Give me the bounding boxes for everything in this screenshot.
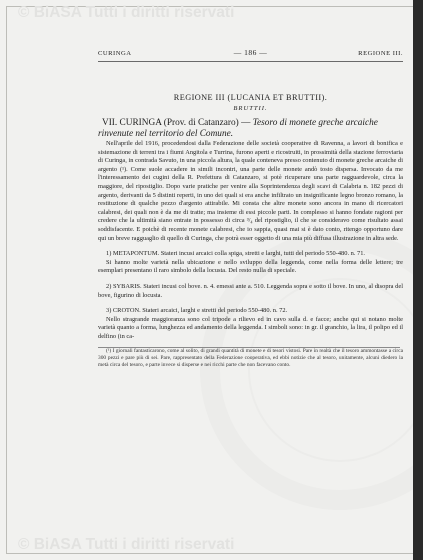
document-page — [98, 48, 403, 520]
watermark-bottom: © BiASA Tutti i diritti riservati — [18, 536, 235, 553]
page-number: — 186 — — [233, 48, 268, 57]
header-left: CURINGA — [98, 50, 132, 57]
header-right: REGIONE III. — [358, 50, 403, 57]
section-heading: REGIONE III (LUCANIA ET BRUTTII). — [173, 93, 328, 102]
list-item: 2) SYBARIS. Stateri incusi col bove. n. 4. emessi ante a. 510. Leggenda sopra e sotto il bove. In uno, al disopra del bove, figurino di locusta. — [98, 282, 403, 299]
header-rule — [98, 61, 403, 62]
list-item: Si hanno molte varietà nella ubicazione e nello sviluppo della leggenda, come nella forma delle lettere; tre esemplari presentano il raro simbolo della locusta. Del resto nulla di speciale. — [98, 258, 403, 275]
scan-edge-shadow — [413, 0, 423, 560]
article-title-label: VII. CURINGA (Prov. di Catanzaro) — — [102, 118, 251, 128]
watermark-top: © BiASA Tutti i diritti riservati — [18, 4, 235, 21]
paragraph: Nell'aprile del 1916, procedendosi dalla Federazione delle società cooperative di Ravenna, a lavori di bonifica e sistemazione di terreni tra i fiumi Angitola e Turrina, furono aperti e ricostruiti, in prossimità della stazione ferroviaria di Curinga, in contrada Savuto, in una piccola altura, la quale conteneva presso contenuto di monete greche arcaiche di argento (¹). Come suole accadere in simili incontri, una parte delle monete andò tosto dispersa. Invocato da me l'interessamento dei cugini della R. Prefettura di Catanzaro, si potè ricuperare una parte ragguardevole, circa la maggiore, del ripostiglio. Dopo varie pratiche per venire alla Soprintendenza degli scavi di Calabria n. 182 pezzi di argento, derivanti da 5 distinti reperti, in uno dei quali si era anche infiltrato un insignificante legno bronzo romano, la restituzione di qualche pezzo d'argento attirabile. Mi consta che altre monete sono ancora in mano di ricercatori calabresi, dei quali non è da me di tratte; ma insieme di essi piccole parti. In complesso si hanno fondate ragioni per credere che la ultimità siano entrate in possesso di circa ³/₄ del ripostiglio, il che se consideravo come risultato assai soddisfacente. E poichè di recente monete calabresi, che io sappia, quasi mai si è dato conto, ritengo opportuno dare qui un breve ragguaglio di quello di Curinga, che potrà esser oggetto di una mia più diffusa illustrazione in altra sede. — [98, 140, 403, 242]
section-subheading: BRUTTII. — [233, 105, 268, 112]
article-title — [98, 118, 403, 140]
list-item: Nello stragrande maggioranza sono col tripode a rilievo ed in cavo sulla d. e facce; anche qui si notano molte varietà quanto a forma, lunghezza ed andamento della leggenda. I simboli sono: in gr. il granchio, la lira, il polipo ed il delfino (in ca- — [98, 315, 403, 340]
article-title-italic: Tesoro di monete greche arcaiche rinvenute nel territorio del Comune. — [98, 118, 378, 139]
list-item: 1) METAPONTUM. Stateri incusi arcaici colla spiga, stretti e larghi, tutti del periodo 550-480. n. 71. — [106, 250, 366, 258]
running-header — [98, 48, 403, 60]
footnote: (¹) I giornali fantasticarono, come al solito, di grandi quantità di monete e di tesori vistosi. Pare in realtà che il tesoro ammontasse a circa 300 pezzi e pare più di sei. Pare, rappresentato della Federazione cooperativa, ed ebbi notizie che al tesoro, unitamente, alcuni diedero la metà circa del tesoro, e parte invece si disperse e nei ricchi parte che non facevano conto. — [98, 348, 403, 368]
list-item: 3) CROTON. Stateri arcaici, larghi e stretti del periodo 550-480. n. 72. — [106, 307, 288, 315]
